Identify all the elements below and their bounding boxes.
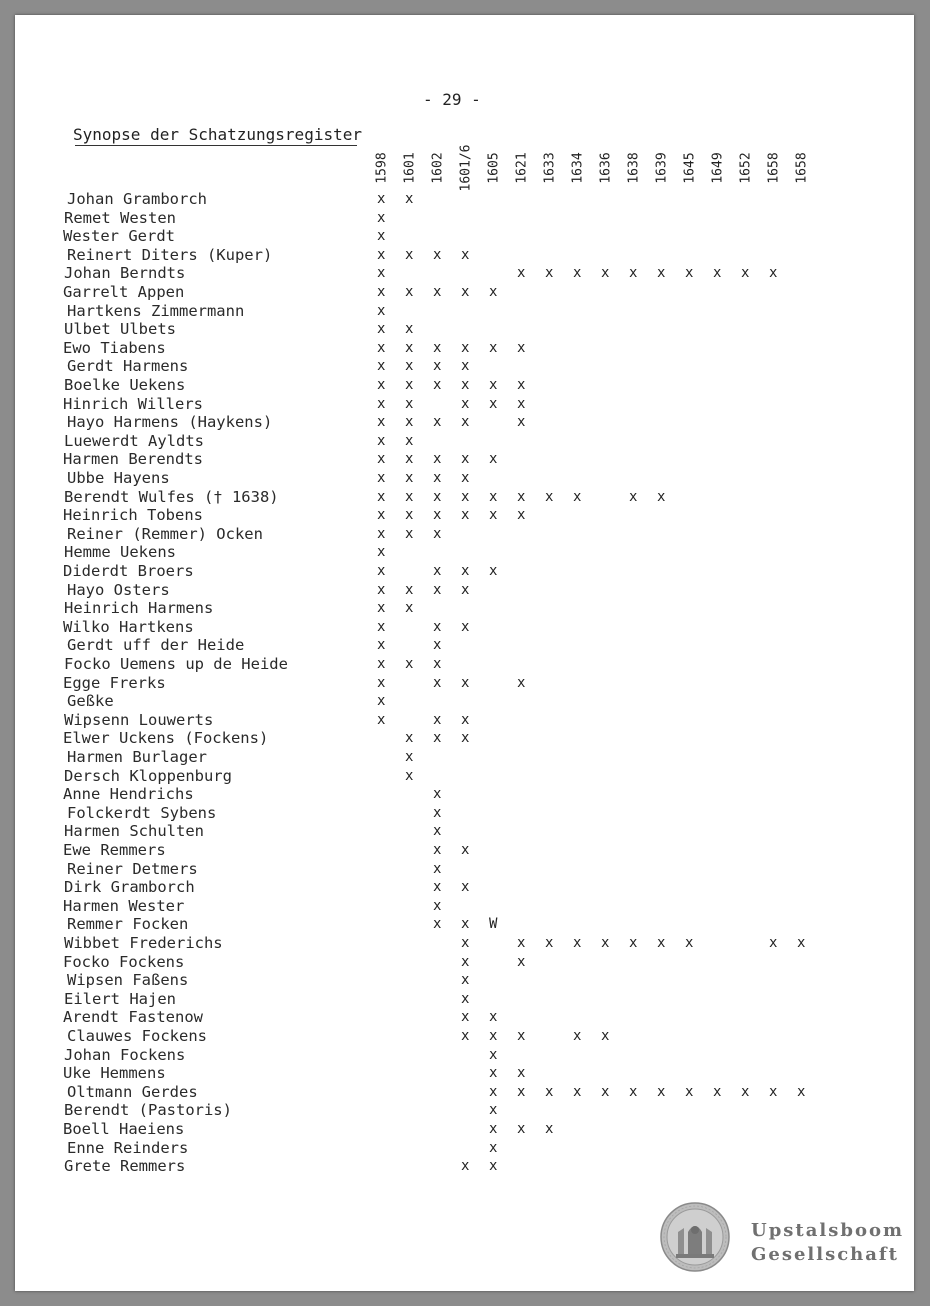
register-mark: x: [517, 507, 526, 524]
register-mark: x: [377, 209, 386, 226]
register-mark: x: [461, 470, 470, 486]
person-name: Uke Hemmens: [63, 1064, 166, 1083]
register-mark: x: [461, 1158, 470, 1175]
register-mark: x: [657, 935, 666, 951]
register-mark: x: [461, 711, 470, 728]
register-mark: x: [377, 414, 386, 431]
register-mark: x: [377, 302, 386, 319]
register-mark: x: [405, 470, 414, 486]
year-header: [429, 140, 447, 196]
year-header: [513, 140, 531, 196]
society-seal: [660, 1202, 730, 1272]
register-mark: x: [461, 507, 470, 524]
person-name: Reinert Diters (Kuper): [67, 245, 273, 264]
register-mark: x: [517, 953, 526, 970]
year-label: 1633: [542, 152, 558, 184]
year-header: [737, 140, 755, 196]
register-mark: x: [741, 1083, 750, 1100]
person-name: Gerdt uff der Heide: [67, 636, 245, 655]
register-mark: x: [433, 674, 442, 691]
person-name: Clauwes Fockens: [67, 1027, 207, 1045]
register-mark: x: [377, 321, 386, 338]
year-header: [765, 140, 783, 196]
register-mark: x: [797, 935, 806, 951]
register-mark: x: [405, 730, 414, 747]
register-mark: x: [545, 1083, 554, 1100]
person-name: Hemme Uekens: [64, 543, 176, 562]
person-name: Ewe Remmers: [63, 841, 166, 859]
register-mark: x: [461, 879, 470, 896]
person-name: Focko Uemens up de Heide: [64, 655, 288, 673]
register-mark: x: [489, 1139, 498, 1156]
register-mark: x: [377, 525, 386, 542]
register-mark: x: [517, 488, 526, 505]
register-mark: x: [489, 488, 498, 505]
year-header: [709, 140, 727, 196]
register-mark: x: [489, 339, 498, 356]
register-mark: x: [377, 451, 386, 468]
register-mark: x: [405, 507, 414, 524]
register-mark: x: [769, 1083, 778, 1100]
register-mark: x: [545, 1121, 554, 1137]
register-mark: x: [377, 284, 386, 300]
register-mark: x: [433, 470, 442, 486]
year-label: 1649: [710, 152, 726, 184]
person-name: Remmer Focken: [67, 915, 189, 934]
page-number: - 29 -: [423, 90, 481, 109]
register-mark: x: [601, 1083, 610, 1100]
register-mark: x: [433, 507, 442, 524]
year-label: 1658: [766, 152, 782, 184]
document-page: [15, 15, 914, 1291]
person-name: Hayo Harmens (Haykens): [67, 413, 273, 432]
register-mark: x: [769, 935, 778, 951]
register-mark: x: [433, 563, 442, 579]
register-mark: x: [489, 1028, 498, 1044]
person-name: Dersch Kloppenburg: [64, 766, 232, 785]
register-mark: x: [517, 339, 526, 356]
year-header: [653, 140, 671, 196]
register-mark: x: [461, 842, 470, 858]
register-mark: x: [461, 1009, 470, 1026]
register-mark: x: [377, 488, 386, 505]
register-mark: x: [517, 1083, 526, 1100]
register-mark: x: [377, 358, 386, 375]
person-name: Elwer Uckens (Fockens): [63, 729, 269, 748]
year-header: [541, 140, 559, 196]
year-label: 1639: [654, 152, 670, 184]
register-mark: x: [405, 246, 414, 263]
person-name: Wipsenn Louwerts: [64, 710, 214, 729]
register-mark: x: [377, 581, 386, 598]
register-mark: x: [657, 488, 666, 505]
year-header: [681, 140, 699, 196]
year-label: 1636: [598, 152, 614, 184]
person-name: Garrelt Appen: [63, 283, 185, 301]
register-mark: x: [433, 284, 442, 300]
register-mark: x: [545, 488, 554, 505]
register-mark: x: [433, 711, 442, 728]
year-label: 1621: [514, 152, 530, 184]
person-name: Enne Reinders: [67, 1138, 189, 1157]
register-mark: x: [377, 228, 386, 245]
register-mark: x: [489, 1083, 498, 1100]
person-name: Boelke Uekens: [64, 376, 186, 394]
person-name: Wibbet Frederichs: [64, 934, 223, 952]
register-mark: x: [433, 804, 442, 821]
document-title: Synopse der Schatzungsregister: [73, 125, 362, 144]
register-mark: x: [405, 377, 414, 393]
register-mark: x: [517, 935, 526, 951]
register-mark: x: [405, 749, 414, 765]
register-mark: x: [461, 935, 470, 951]
register-mark: x: [433, 730, 442, 747]
register-mark: x: [461, 674, 470, 691]
person-name: Heinrich Tobens: [63, 506, 203, 525]
register-mark: x: [433, 488, 442, 505]
register-mark: x: [489, 284, 498, 300]
register-mark: x: [433, 637, 442, 654]
year-header: [793, 140, 811, 196]
register-mark: x: [433, 786, 442, 803]
register-mark: x: [461, 730, 470, 747]
register-mark: x: [629, 265, 638, 282]
register-mark: x: [377, 656, 386, 672]
year-header: [569, 140, 587, 196]
register-mark: x: [405, 600, 414, 617]
year-header: [373, 140, 391, 196]
register-mark: x: [377, 395, 386, 412]
register-mark: x: [461, 581, 470, 598]
register-mark: x: [489, 1158, 498, 1175]
register-mark: x: [713, 265, 722, 282]
person-name: Heinrich Harmens: [64, 599, 214, 618]
register-mark: x: [685, 265, 694, 282]
register-mark: x: [405, 581, 414, 598]
register-mark: x: [461, 916, 470, 933]
register-mark: x: [377, 544, 386, 561]
register-mark: x: [461, 451, 470, 468]
year-label: 1645: [682, 152, 698, 184]
register-mark: x: [461, 488, 470, 505]
year-label: 1605: [486, 152, 502, 184]
register-mark: x: [377, 637, 386, 654]
register-mark: x: [629, 1083, 638, 1100]
person-name: Reiner Detmers: [67, 859, 198, 878]
register-mark: x: [489, 451, 498, 468]
register-mark: x: [405, 414, 414, 431]
register-mark: x: [377, 563, 386, 579]
register-mark: x: [461, 618, 470, 635]
register-mark: x: [377, 191, 386, 207]
year-header: [401, 140, 419, 196]
register-mark: x: [461, 414, 470, 431]
person-name: Hinrich Willers: [63, 394, 203, 413]
register-mark: x: [489, 377, 498, 393]
register-mark: x: [489, 1065, 498, 1082]
person-name: Hartkens Zimmermann: [67, 301, 245, 320]
register-mark: x: [489, 507, 498, 524]
register-mark: x: [377, 246, 386, 263]
person-name: Boell Haeiens: [63, 1120, 185, 1138]
register-mark: x: [517, 414, 526, 431]
register-mark: x: [517, 265, 526, 282]
register-mark: x: [601, 1028, 610, 1044]
register-mark: x: [461, 1028, 470, 1044]
register-mark: x: [377, 265, 386, 282]
person-name: Berendt Wulfes († 1638): [64, 487, 279, 506]
person-name: Eilert Hajen: [64, 989, 176, 1008]
register-mark: x: [433, 618, 442, 635]
register-mark: x: [769, 265, 778, 282]
register-mark: x: [461, 972, 470, 989]
register-mark: x: [377, 674, 386, 691]
register-mark: x: [545, 265, 554, 282]
register-mark: x: [489, 1102, 498, 1119]
person-name: Anne Hendrichs: [63, 785, 194, 804]
person-name: Oltmann Gerdes: [67, 1082, 198, 1101]
register-mark: x: [517, 1065, 526, 1082]
register-mark: x: [433, 358, 442, 375]
person-name: Grete Remmers: [64, 1157, 186, 1176]
person-name: Berendt (Pastoris): [64, 1101, 232, 1120]
year-header: [625, 140, 643, 196]
person-name: Folckerdt Sybens: [67, 803, 217, 822]
register-mark: x: [405, 488, 414, 505]
title-underline: [75, 145, 357, 146]
register-mark: x: [433, 879, 442, 896]
register-mark: x: [461, 990, 470, 1007]
register-mark: x: [377, 507, 386, 524]
register-mark: x: [629, 488, 638, 505]
register-mark: x: [797, 1083, 806, 1100]
register-mark: x: [377, 693, 386, 710]
register-mark: x: [489, 395, 498, 412]
register-mark: x: [377, 377, 386, 393]
register-mark: x: [573, 935, 582, 951]
year-label: 1598: [374, 152, 390, 184]
seal-emblem-icon: [660, 1202, 730, 1272]
register-mark: x: [461, 339, 470, 356]
register-mark: x: [377, 600, 386, 617]
register-mark: x: [433, 916, 442, 933]
year-label: 1601: [402, 152, 418, 184]
register-mark: x: [377, 432, 386, 449]
register-mark: x: [713, 1083, 722, 1100]
register-mark: x: [405, 432, 414, 449]
register-mark: x: [545, 935, 554, 951]
register-mark: x: [517, 1121, 526, 1137]
year-header: [457, 140, 475, 196]
society-line-2: Gesellschaft: [751, 1244, 899, 1265]
year-header: [485, 140, 503, 196]
register-mark: x: [377, 618, 386, 635]
register-mark: x: [405, 358, 414, 375]
year-label: 1658: [794, 152, 810, 184]
register-mark: x: [433, 246, 442, 263]
society-name: [751, 1219, 904, 1267]
person-name: Ulbet Ulbets: [64, 320, 176, 339]
register-mark: x: [433, 842, 442, 858]
register-mark: x: [433, 823, 442, 840]
register-mark: x: [517, 395, 526, 412]
person-name: Ewo Tiabens: [63, 338, 166, 357]
register-mark: x: [433, 339, 442, 356]
year-header: [597, 140, 615, 196]
register-mark: x: [433, 656, 442, 672]
person-name: Harmen Burlager: [67, 748, 207, 766]
person-name: Johan Gramborch: [67, 190, 207, 208]
person-name: Johan Fockens: [64, 1045, 186, 1064]
register-mark: x: [433, 581, 442, 598]
register-mark: x: [601, 935, 610, 951]
register-mark: x: [657, 1083, 666, 1100]
person-name: Geßke: [67, 692, 114, 711]
register-mark: x: [377, 711, 386, 728]
register-mark: x: [405, 191, 414, 207]
register-mark: x: [573, 265, 582, 282]
register-mark: x: [657, 265, 666, 282]
society-line-1: Upstalsboom: [751, 1220, 905, 1241]
register-mark: x: [433, 451, 442, 468]
register-mark: x: [405, 395, 414, 412]
register-mark: x: [573, 1028, 582, 1044]
register-mark: x: [685, 935, 694, 951]
register-mark: x: [433, 525, 442, 542]
register-mark: x: [489, 1121, 498, 1137]
register-mark: x: [405, 767, 414, 784]
register-mark: x: [741, 265, 750, 282]
register-mark: x: [461, 246, 470, 263]
register-mark: x: [489, 1046, 498, 1063]
register-mark: x: [517, 377, 526, 393]
year-label: 1601/6: [458, 144, 474, 192]
register-mark: x: [405, 525, 414, 542]
year-label: 1602: [430, 152, 446, 184]
register-mark: x: [601, 265, 610, 282]
register-mark: x: [517, 1028, 526, 1044]
register-mark: x: [433, 377, 442, 393]
year-label: 1638: [626, 152, 642, 184]
register-mark: x: [433, 414, 442, 431]
person-name: Gerdt Harmens: [67, 357, 189, 376]
register-mark: x: [517, 674, 526, 691]
person-name: Remet Westen: [64, 208, 176, 227]
register-mark: x: [461, 395, 470, 412]
register-mark: W: [489, 916, 498, 933]
register-mark: x: [629, 935, 638, 951]
register-mark: x: [461, 284, 470, 300]
person-name: Reiner (Remmer) Ocken: [67, 524, 263, 543]
register-mark: x: [377, 470, 386, 486]
person-name: Harmen Wester: [63, 896, 185, 915]
person-name: Luewerdt Ayldts: [64, 431, 204, 450]
register-mark: x: [405, 321, 414, 338]
person-name: Wilko Hartkens: [63, 617, 194, 636]
register-mark: x: [461, 358, 470, 375]
register-mark: x: [461, 953, 470, 970]
person-name: Dirk Gramborch: [64, 878, 195, 897]
person-name: Ubbe Hayens: [67, 469, 170, 487]
register-mark: x: [405, 284, 414, 300]
person-name: Harmen Schulten: [64, 822, 204, 841]
person-name: Arendt Fastenow: [63, 1008, 203, 1027]
register-mark: x: [489, 1009, 498, 1026]
year-label: 1652: [738, 152, 754, 184]
register-mark: x: [377, 339, 386, 356]
register-mark: x: [405, 339, 414, 356]
person-name: Wester Gerdt: [63, 227, 175, 246]
register-mark: x: [573, 488, 582, 505]
register-mark: x: [573, 1083, 582, 1100]
register-mark: x: [433, 860, 442, 877]
person-name: Egge Frerks: [63, 673, 166, 692]
register-mark: x: [685, 1083, 694, 1100]
register-mark: x: [405, 656, 414, 672]
person-name: Johan Berndts: [64, 264, 186, 283]
person-name: Harmen Berendts: [63, 450, 203, 469]
register-mark: x: [489, 563, 498, 579]
year-label: 1634: [570, 152, 586, 184]
register-mark: x: [461, 563, 470, 579]
person-name: Wipsen Faßens: [67, 971, 189, 990]
register-mark: x: [405, 451, 414, 468]
person-name: Diderdt Broers: [63, 562, 194, 580]
person-name: Hayo Osters: [67, 580, 170, 599]
register-mark: x: [433, 897, 442, 914]
register-mark: x: [461, 377, 470, 393]
person-name: Focko Fockens: [63, 952, 185, 971]
